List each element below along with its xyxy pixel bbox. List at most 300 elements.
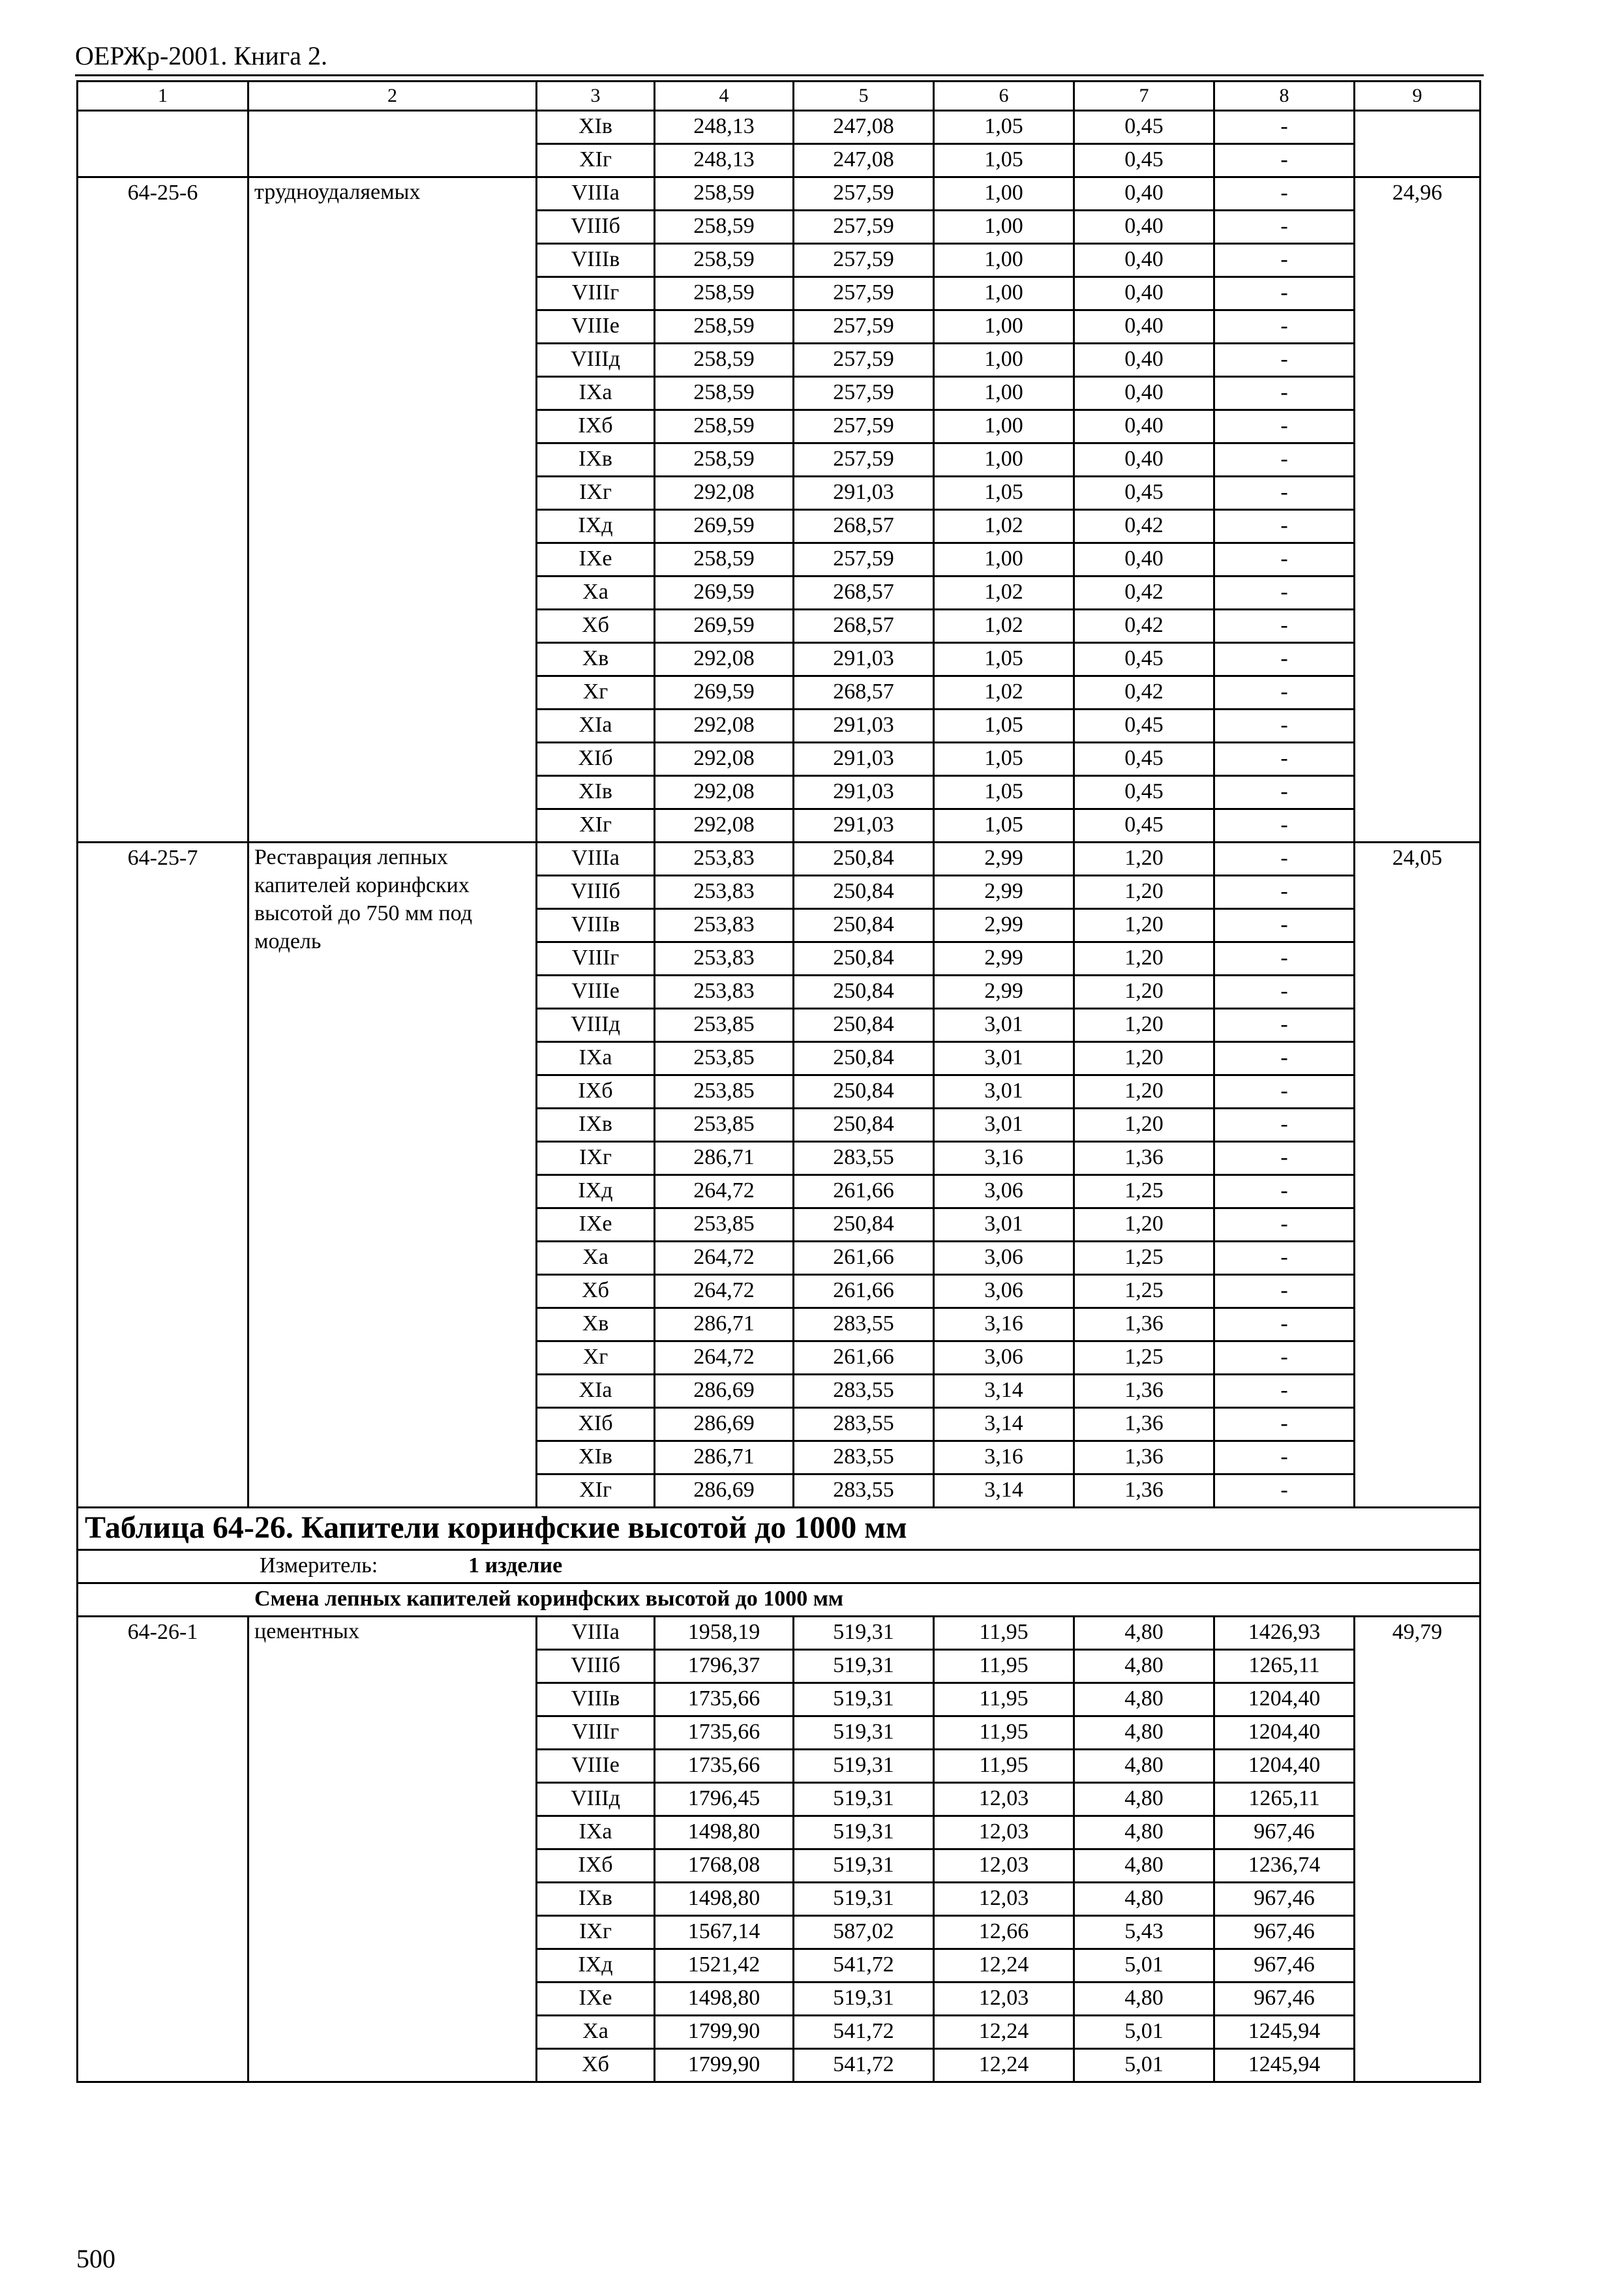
value-cell: 1,05	[934, 809, 1074, 843]
value-cell: 967,46	[1214, 1916, 1355, 1949]
value-cell: 257,59	[794, 310, 934, 344]
zone-code: VIIIд	[537, 344, 655, 377]
value-cell: 253,83	[655, 909, 794, 942]
value-cell: 2,99	[934, 942, 1074, 976]
value-cell: 519,31	[794, 1716, 934, 1750]
value-cell: 1498,80	[655, 1816, 794, 1849]
value-cell: 519,31	[794, 1750, 934, 1783]
value-cell: 12,03	[934, 1883, 1074, 1916]
value-cell: 4,80	[1074, 1617, 1214, 1650]
value-cell: 0,45	[1074, 111, 1214, 144]
value-cell: 519,31	[794, 1849, 934, 1883]
value-cell: 1,36	[1074, 1474, 1214, 1508]
zone-code: IXб	[537, 1075, 655, 1109]
value-cell: 1735,66	[655, 1683, 794, 1716]
value-cell: 11,95	[934, 1650, 1074, 1683]
value-cell: -	[1214, 510, 1355, 543]
value-cell: 12,03	[934, 1783, 1074, 1816]
value-cell: 3,06	[934, 1275, 1074, 1308]
value-cell: 248,13	[655, 111, 794, 144]
zone-code: XIб	[537, 743, 655, 776]
rate-code: 64-26-1	[78, 1617, 248, 2082]
value-cell: 0,42	[1074, 610, 1214, 643]
value-cell: -	[1214, 743, 1355, 776]
value-cell: 1,05	[934, 643, 1074, 676]
value-cell: 283,55	[794, 1375, 934, 1408]
value-cell: 250,84	[794, 1042, 934, 1075]
value-cell: 253,83	[655, 876, 794, 909]
value-cell: 3,06	[934, 1242, 1074, 1275]
value-cell: 3,16	[934, 1142, 1074, 1175]
column-number: 1	[78, 82, 248, 111]
value-cell: 4,80	[1074, 1750, 1214, 1783]
value-cell: 268,57	[794, 610, 934, 643]
value-cell: 250,84	[794, 1075, 934, 1109]
value-cell: 264,72	[655, 1341, 794, 1375]
value-cell: -	[1214, 344, 1355, 377]
value-cell: 12,24	[934, 2016, 1074, 2049]
value-cell: 519,31	[794, 1982, 934, 2016]
value-cell: 0,40	[1074, 410, 1214, 443]
value-cell: 1204,40	[1214, 1683, 1355, 1716]
value-cell: 541,72	[794, 2016, 934, 2049]
value-cell: 12,66	[934, 1916, 1074, 1949]
value-cell: 1,36	[1074, 1408, 1214, 1441]
value-cell: -	[1214, 1275, 1355, 1308]
value-cell: 292,08	[655, 643, 794, 676]
table-row	[78, 843, 1481, 876]
value-cell: 258,59	[655, 310, 794, 344]
value-cell: 3,01	[934, 1009, 1074, 1042]
zone-code: VIIIв	[537, 244, 655, 277]
value-cell: 1735,66	[655, 1716, 794, 1750]
value-cell: 1567,14	[655, 1916, 794, 1949]
labor-cost: 24,05	[1355, 843, 1481, 1508]
value-cell: 5,01	[1074, 2049, 1214, 2082]
value-cell: 264,72	[655, 1175, 794, 1208]
zone-code: XIг	[537, 144, 655, 177]
value-cell: -	[1214, 1341, 1355, 1375]
value-cell: 1735,66	[655, 1750, 794, 1783]
zone-code: IXв	[537, 1109, 655, 1142]
value-cell: 268,57	[794, 576, 934, 610]
zone-code: IXв	[537, 443, 655, 477]
table-body-top	[78, 82, 1481, 1508]
zone-code: IXе	[537, 1982, 655, 2016]
value-cell: 253,83	[655, 942, 794, 976]
value-cell: 257,59	[794, 443, 934, 477]
value-cell: 291,03	[794, 776, 934, 809]
zone-code: Xа	[537, 1242, 655, 1275]
value-cell: 250,84	[794, 976, 934, 1009]
table-row	[78, 111, 1481, 144]
value-cell: 250,84	[794, 843, 934, 876]
value-cell: 261,66	[794, 1242, 934, 1275]
column-number: 9	[1355, 82, 1481, 111]
value-cell: 1768,08	[655, 1849, 794, 1883]
value-cell: 967,46	[1214, 1949, 1355, 1982]
value-cell: -	[1214, 1375, 1355, 1408]
value-cell: 1,00	[934, 543, 1074, 576]
value-cell: 258,59	[655, 443, 794, 477]
value-cell: 258,59	[655, 177, 794, 211]
value-cell: 253,85	[655, 1009, 794, 1042]
value-cell: 0,45	[1074, 710, 1214, 743]
value-cell: 257,59	[794, 177, 934, 211]
value-cell: -	[1214, 909, 1355, 942]
measure-value: 1 изделие	[468, 1553, 563, 1578]
value-cell: 1,02	[934, 676, 1074, 710]
value-cell: 519,31	[794, 1883, 934, 1916]
value-cell: 1,20	[1074, 1075, 1214, 1109]
zone-code: VIIIв	[537, 909, 655, 942]
zone-code: IXб	[537, 410, 655, 443]
value-cell: 253,85	[655, 1208, 794, 1242]
value-cell: 269,59	[655, 576, 794, 610]
value-cell: 258,59	[655, 410, 794, 443]
value-cell: 253,83	[655, 976, 794, 1009]
zone-code: XIг	[537, 809, 655, 843]
zone-code: IXг	[537, 1142, 655, 1175]
value-cell: 12,03	[934, 1849, 1074, 1883]
zone-code: VIIIд	[537, 1783, 655, 1816]
value-cell: 2,99	[934, 909, 1074, 942]
value-cell: 519,31	[794, 1617, 934, 1650]
table-title: Таблица 64-26. Капители коринфские высотой до 1000 мм	[78, 1508, 1481, 1550]
value-cell: 1,20	[1074, 1109, 1214, 1142]
value-cell: 1,20	[1074, 976, 1214, 1009]
value-cell: 3,06	[934, 1341, 1074, 1375]
value-cell: 292,08	[655, 809, 794, 843]
value-cell: 253,85	[655, 1075, 794, 1109]
zone-code: Xг	[537, 676, 655, 710]
value-cell: 12,24	[934, 1949, 1074, 1982]
value-cell: 4,80	[1074, 1849, 1214, 1883]
value-cell: 1,20	[1074, 876, 1214, 909]
measure-label: Измеритель:	[260, 1553, 378, 1578]
value-cell: 1,05	[934, 144, 1074, 177]
value-cell: 0,40	[1074, 277, 1214, 310]
zone-code: Xв	[537, 643, 655, 676]
value-cell: 1,25	[1074, 1341, 1214, 1375]
value-cell: 0,45	[1074, 809, 1214, 843]
value-cell: 1,00	[934, 310, 1074, 344]
value-cell: 257,59	[794, 344, 934, 377]
value-cell: -	[1214, 1308, 1355, 1341]
zone-code: VIIIг	[537, 277, 655, 310]
value-cell: -	[1214, 443, 1355, 477]
rates-table	[76, 80, 1481, 2083]
value-cell: -	[1214, 942, 1355, 976]
value-cell: 253,85	[655, 1109, 794, 1142]
value-cell: 264,72	[655, 1242, 794, 1275]
value-cell: -	[1214, 643, 1355, 676]
value-cell: 3,01	[934, 1109, 1074, 1142]
value-cell: 1,20	[1074, 1208, 1214, 1242]
zone-code: IXе	[537, 543, 655, 576]
value-cell: 292,08	[655, 477, 794, 510]
value-cell: 11,95	[934, 1716, 1074, 1750]
value-cell: 5,01	[1074, 2016, 1214, 2049]
value-cell: 541,72	[794, 1949, 934, 1982]
value-cell: 0,45	[1074, 743, 1214, 776]
zone-code: Xб	[537, 1275, 655, 1308]
zone-code: VIIIе	[537, 1750, 655, 1783]
value-cell: 1,00	[934, 244, 1074, 277]
value-cell: -	[1214, 1075, 1355, 1109]
value-cell: 1,02	[934, 610, 1074, 643]
value-cell: 1498,80	[655, 1883, 794, 1916]
zone-code: Xб	[537, 2049, 655, 2082]
zone-code: XIа	[537, 1375, 655, 1408]
zone-code: IXа	[537, 377, 655, 410]
value-cell: -	[1214, 1441, 1355, 1474]
value-cell: -	[1214, 1009, 1355, 1042]
zone-code: Xа	[537, 576, 655, 610]
value-cell: 1245,94	[1214, 2016, 1355, 2049]
value-cell: 3,16	[934, 1308, 1074, 1341]
value-cell: -	[1214, 843, 1355, 876]
value-cell: 292,08	[655, 743, 794, 776]
value-cell: -	[1214, 1109, 1355, 1142]
value-cell: 4,80	[1074, 1683, 1214, 1716]
value-cell: 0,42	[1074, 576, 1214, 610]
value-cell: 0,40	[1074, 310, 1214, 344]
value-cell: 268,57	[794, 510, 934, 543]
value-cell: 4,80	[1074, 1982, 1214, 2016]
value-cell: 11,95	[934, 1750, 1074, 1783]
value-cell: 1,00	[934, 177, 1074, 211]
value-cell: 0,45	[1074, 776, 1214, 809]
value-cell: 3,14	[934, 1474, 1074, 1508]
zone-code: IXд	[537, 1949, 655, 1982]
value-cell: 1,20	[1074, 1009, 1214, 1042]
value-cell: 258,59	[655, 277, 794, 310]
value-cell: 3,14	[934, 1408, 1074, 1441]
value-cell: 1,25	[1074, 1175, 1214, 1208]
zone-code: VIIIа	[537, 177, 655, 211]
table-row	[78, 177, 1481, 211]
value-cell: 292,08	[655, 776, 794, 809]
zone-code: XIв	[537, 776, 655, 809]
value-cell: 250,84	[794, 1009, 934, 1042]
value-cell: 261,66	[794, 1341, 934, 1375]
value-cell: 3,06	[934, 1175, 1074, 1208]
zone-code: VIIIб	[537, 211, 655, 244]
value-cell: 283,55	[794, 1142, 934, 1175]
value-cell: 1,20	[1074, 942, 1214, 976]
zone-code: Xв	[537, 1308, 655, 1341]
value-cell: 264,72	[655, 1275, 794, 1308]
value-cell: -	[1214, 1474, 1355, 1508]
rate-code: 64-25-7	[78, 843, 248, 1508]
zone-code: VIIIе	[537, 976, 655, 1009]
zone-code: IXе	[537, 1208, 655, 1242]
value-cell: 4,80	[1074, 1716, 1214, 1750]
value-cell: 261,66	[794, 1275, 934, 1308]
value-cell: 541,72	[794, 2049, 934, 2082]
value-cell: 3,14	[934, 1375, 1074, 1408]
zone-code: IXб	[537, 1849, 655, 1883]
value-cell: 1,36	[1074, 1441, 1214, 1474]
value-cell: 286,71	[655, 1142, 794, 1175]
value-cell: 291,03	[794, 743, 934, 776]
value-cell: 258,59	[655, 211, 794, 244]
zone-code: IXд	[537, 510, 655, 543]
value-cell: 4,80	[1074, 1816, 1214, 1849]
value-cell: 519,31	[794, 1783, 934, 1816]
value-cell: 291,03	[794, 477, 934, 510]
zone-code: VIIIд	[537, 1009, 655, 1042]
value-cell: -	[1214, 809, 1355, 843]
value-cell: 250,84	[794, 1109, 934, 1142]
value-cell: 1236,74	[1214, 1849, 1355, 1883]
value-cell: -	[1214, 976, 1355, 1009]
value-cell: -	[1214, 576, 1355, 610]
value-cell: 286,71	[655, 1441, 794, 1474]
labor-cost: 24,96	[1355, 177, 1481, 843]
value-cell: 1958,19	[655, 1617, 794, 1650]
value-cell: 1,00	[934, 344, 1074, 377]
zone-code: Xг	[537, 1341, 655, 1375]
value-cell: 1265,11	[1214, 1783, 1355, 1816]
value-cell: 269,59	[655, 510, 794, 543]
value-cell: 1,00	[934, 211, 1074, 244]
value-cell: 253,83	[655, 843, 794, 876]
value-cell: 1,25	[1074, 1242, 1214, 1275]
zone-code: IXг	[537, 1916, 655, 1949]
work-name: трудноудаляемых	[248, 177, 537, 843]
value-cell: 286,69	[655, 1474, 794, 1508]
value-cell: 0,45	[1074, 144, 1214, 177]
value-cell: 3,16	[934, 1441, 1074, 1474]
value-cell: 1,36	[1074, 1142, 1214, 1175]
value-cell: 1,05	[934, 710, 1074, 743]
column-number-row	[78, 82, 1481, 111]
value-cell: 258,59	[655, 377, 794, 410]
zone-code: IXд	[537, 1175, 655, 1208]
zone-code: IXв	[537, 1883, 655, 1916]
value-cell: 269,59	[655, 610, 794, 643]
zone-code: VIIIб	[537, 1650, 655, 1683]
value-cell: -	[1214, 776, 1355, 809]
value-cell: 257,59	[794, 244, 934, 277]
column-number: 5	[794, 82, 934, 111]
section-title: Смена лепных капителей коринфских высотой до 1000 мм	[78, 1583, 1481, 1617]
zone-code: VIIIе	[537, 310, 655, 344]
zone-code: VIIIг	[537, 1716, 655, 1750]
column-number: 7	[1074, 82, 1214, 111]
value-cell: 286,71	[655, 1308, 794, 1341]
value-cell: 0,45	[1074, 643, 1214, 676]
value-cell: 12,03	[934, 1816, 1074, 1849]
value-cell: 519,31	[794, 1816, 934, 1849]
value-cell: 0,40	[1074, 211, 1214, 244]
value-cell: 587,02	[794, 1916, 934, 1949]
running-title: ОЕРЖр-2001. Книга 2.	[75, 41, 327, 70]
value-cell: 1796,45	[655, 1783, 794, 1816]
value-cell: 1204,40	[1214, 1750, 1355, 1783]
zone-code: VIIIб	[537, 876, 655, 909]
value-cell: 0,40	[1074, 344, 1214, 377]
value-cell: 1,02	[934, 510, 1074, 543]
value-cell: -	[1214, 144, 1355, 177]
value-cell: 258,59	[655, 543, 794, 576]
header-divider	[75, 74, 1484, 76]
value-cell: 3,01	[934, 1208, 1074, 1242]
value-cell: -	[1214, 610, 1355, 643]
value-cell: 1799,90	[655, 2049, 794, 2082]
value-cell: 286,69	[655, 1375, 794, 1408]
work-name: цементных	[248, 1617, 537, 2082]
value-cell: 1521,42	[655, 1949, 794, 1982]
zone-code: VIIIа	[537, 843, 655, 876]
value-cell: -	[1214, 410, 1355, 443]
value-cell: 0,40	[1074, 543, 1214, 576]
labor-cost: 49,79	[1355, 1617, 1481, 2082]
value-cell: -	[1214, 1142, 1355, 1175]
zone-code: VIIIв	[537, 1683, 655, 1716]
value-cell: 1426,93	[1214, 1617, 1355, 1650]
value-cell: 1796,37	[655, 1650, 794, 1683]
value-cell: 257,59	[794, 377, 934, 410]
value-cell: -	[1214, 1242, 1355, 1275]
value-cell: -	[1214, 377, 1355, 410]
value-cell: 261,66	[794, 1175, 934, 1208]
value-cell: 1,36	[1074, 1375, 1214, 1408]
value-cell: 0,40	[1074, 244, 1214, 277]
value-cell: 3,01	[934, 1042, 1074, 1075]
value-cell: 1,00	[934, 410, 1074, 443]
column-number: 6	[934, 82, 1074, 111]
value-cell: 2,99	[934, 976, 1074, 1009]
value-cell: 0,40	[1074, 377, 1214, 410]
value-cell: -	[1214, 177, 1355, 211]
value-cell: 4,80	[1074, 1883, 1214, 1916]
zone-code: Xа	[537, 2016, 655, 2049]
value-cell: 250,84	[794, 909, 934, 942]
value-cell: -	[1214, 1042, 1355, 1075]
value-cell: 1,02	[934, 576, 1074, 610]
work-name	[248, 111, 537, 177]
value-cell: 1498,80	[655, 1982, 794, 2016]
value-cell: 1,25	[1074, 1275, 1214, 1308]
value-cell: 1,20	[1074, 843, 1214, 876]
value-cell: 1245,94	[1214, 2049, 1355, 2082]
column-number: 4	[655, 82, 794, 111]
value-cell: 248,13	[655, 144, 794, 177]
column-number: 2	[248, 82, 537, 111]
value-cell: 1,20	[1074, 1042, 1214, 1075]
value-cell: 519,31	[794, 1683, 934, 1716]
value-cell: 291,03	[794, 809, 934, 843]
value-cell: 247,08	[794, 111, 934, 144]
value-cell: -	[1214, 277, 1355, 310]
value-cell: 286,69	[655, 1408, 794, 1441]
value-cell: 2,99	[934, 876, 1074, 909]
value-cell: 12,24	[934, 2049, 1074, 2082]
value-cell: 1,00	[934, 443, 1074, 477]
rate-code	[78, 111, 248, 177]
value-cell: 4,80	[1074, 1650, 1214, 1683]
value-cell: 1204,40	[1214, 1716, 1355, 1750]
value-cell: 0,42	[1074, 676, 1214, 710]
zone-code: XIа	[537, 710, 655, 743]
value-cell: 1,05	[934, 111, 1074, 144]
zone-code: IXа	[537, 1816, 655, 1849]
value-cell: 1,05	[934, 743, 1074, 776]
value-cell: 257,59	[794, 211, 934, 244]
